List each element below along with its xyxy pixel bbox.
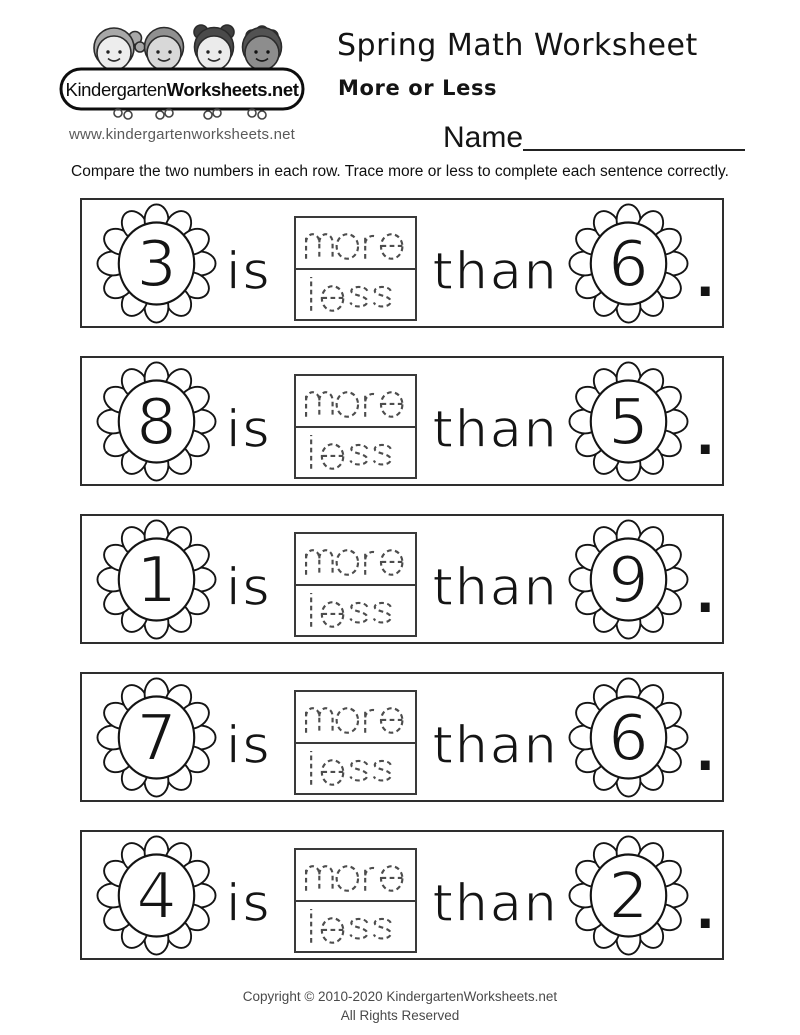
trace-more-cell <box>296 534 415 586</box>
left-number: 8 <box>136 385 177 460</box>
worksheet-rows <box>80 198 724 988</box>
word-than: than <box>432 242 559 302</box>
trace-less-cell <box>296 270 415 320</box>
trace-word-more <box>303 696 407 737</box>
trace-box <box>294 848 417 953</box>
flower-icon <box>95 518 218 641</box>
trace-box <box>294 216 417 321</box>
trace-word-less <box>303 906 407 947</box>
left-number: 1 <box>136 543 177 618</box>
trace-less-cell <box>296 902 415 952</box>
right-number: 6 <box>607 701 649 776</box>
flower-icon <box>567 202 690 325</box>
word-than: than <box>432 716 559 776</box>
name-blank-line <box>523 121 745 151</box>
footer <box>0 988 800 1026</box>
instructions-text: Compare the two numbers in each row. Trace more or less to complete each sentence correctly. <box>71 163 729 180</box>
sentence-period: . <box>695 724 715 782</box>
trace-box <box>294 532 417 637</box>
logo-text: KindergartenWorksheets.net <box>65 79 299 100</box>
trace-less-cell <box>296 744 415 794</box>
worksheet-title: Spring Math Worksheet <box>337 28 698 63</box>
worksheet-row-4 <box>80 672 724 802</box>
worksheet-subtitle: More or Less <box>338 76 498 100</box>
sentence-period: . <box>695 408 715 466</box>
worksheet-row-2 <box>80 356 724 486</box>
website-url: www.kindergartenworksheets.net <box>68 126 296 143</box>
sentence-period: . <box>695 882 715 940</box>
trace-less-cell <box>296 428 415 478</box>
left-number: 7 <box>136 701 177 776</box>
name-row <box>443 121 745 154</box>
flower-icon <box>567 676 690 799</box>
trace-word-more <box>303 854 407 895</box>
worksheet-row-3 <box>80 514 724 644</box>
worksheet-row-5 <box>80 830 724 960</box>
word-than: than <box>432 874 559 934</box>
trace-box <box>294 374 417 479</box>
flower-icon <box>567 518 690 641</box>
word-is: is <box>226 716 272 776</box>
flower-icon <box>567 360 690 483</box>
flower-icon <box>95 360 218 483</box>
trace-word-more <box>303 222 407 263</box>
trace-word-more <box>303 538 407 579</box>
trace-box <box>294 690 417 795</box>
right-number: 5 <box>607 385 649 460</box>
flower-icon <box>95 834 218 957</box>
word-is: is <box>226 242 272 302</box>
sentence-period: . <box>695 250 715 308</box>
trace-word-less <box>303 590 407 631</box>
trace-more-cell <box>296 692 415 744</box>
right-number: 2 <box>607 859 649 934</box>
trace-more-cell <box>296 218 415 270</box>
word-is: is <box>226 874 272 934</box>
copyright-line: Copyright © 2010-2020 KindergartenWorksheets.net <box>242 989 558 1004</box>
trace-more-cell <box>296 376 415 428</box>
worksheet-row-1 <box>80 198 724 328</box>
sentence-period: . <box>695 566 715 624</box>
left-number: 3 <box>136 227 177 302</box>
word-is: is <box>226 400 272 460</box>
trace-word-less <box>303 432 407 473</box>
trace-word-less <box>303 274 407 315</box>
rights-line: All Rights Reserved <box>340 1007 460 1023</box>
right-number: 6 <box>607 227 649 302</box>
word-than: than <box>432 558 559 618</box>
trace-less-cell <box>296 586 415 636</box>
kindergartenworksheets-logo <box>56 12 308 126</box>
left-number: 4 <box>136 859 177 934</box>
name-label: Name <box>443 121 524 154</box>
flower-icon <box>95 202 218 325</box>
word-than: than <box>432 400 559 460</box>
trace-more-cell <box>296 850 415 902</box>
trace-word-more <box>303 380 407 421</box>
word-is: is <box>226 558 272 618</box>
flower-icon <box>567 834 690 957</box>
right-number: 9 <box>607 543 649 618</box>
trace-word-less <box>303 748 407 789</box>
flower-icon <box>95 676 218 799</box>
